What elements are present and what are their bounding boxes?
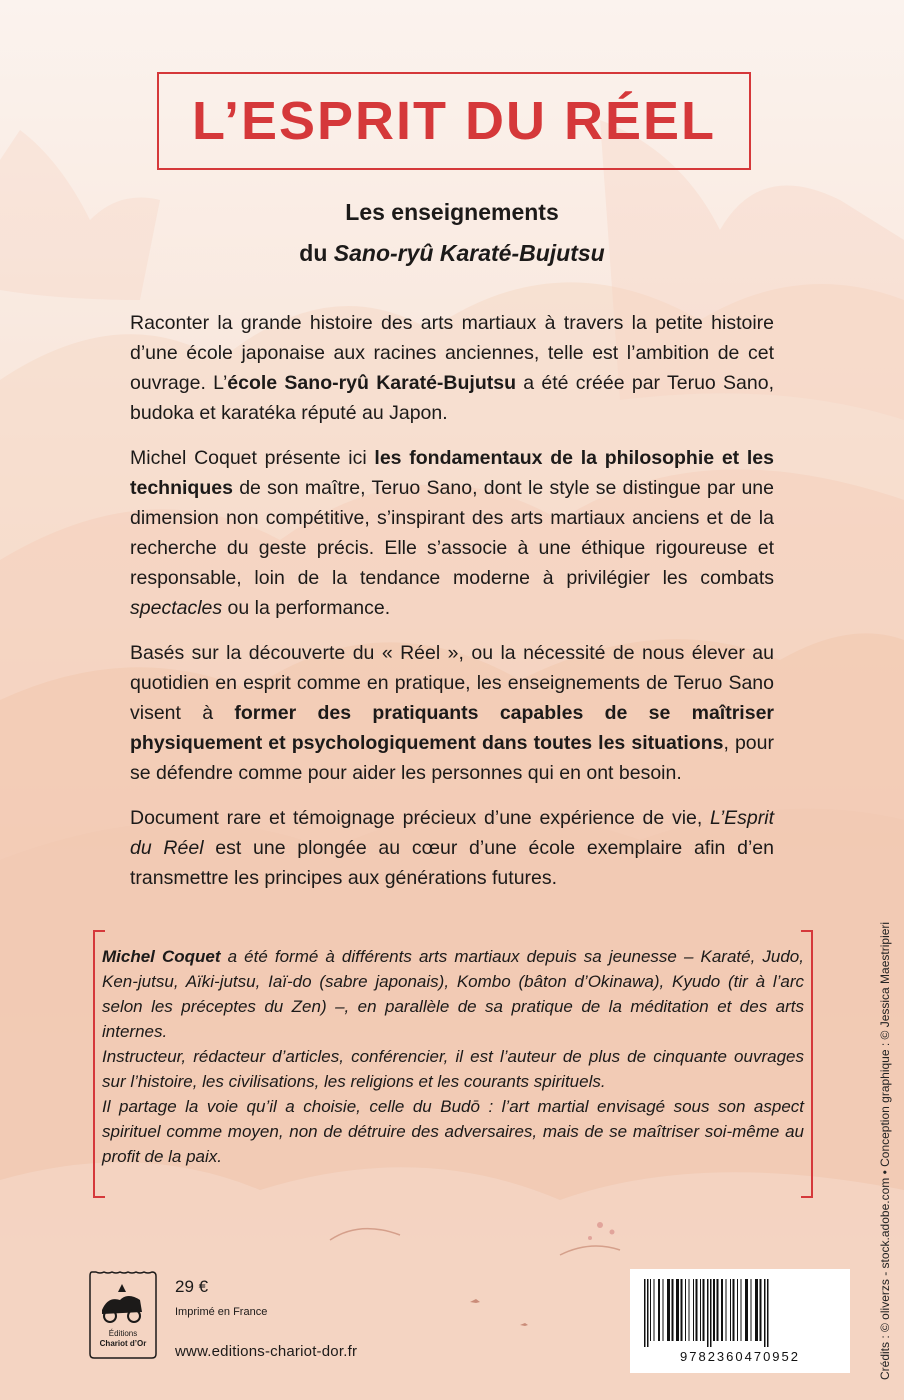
- barcode-bar: [737, 1279, 738, 1341]
- image-credits: Crédits : © oliverzs - stock.adobe.com • Conception graphique : © Jessica Maestripieri: [878, 921, 892, 1380]
- barcode-bar: [693, 1279, 694, 1341]
- text-span: a été créée par Teruo Sano, budoka et karatéka réputé au Japon.: [130, 372, 775, 424]
- barcode-bar: [717, 1279, 719, 1341]
- publisher-name-line-1: Éditions: [108, 1329, 138, 1338]
- text-span: Michel Coquet présente ici: [130, 447, 375, 469]
- barcode-bar: [650, 1279, 651, 1341]
- barcode-bar: [681, 1279, 683, 1341]
- publisher-name-line-2: Chariot d’Or: [99, 1339, 147, 1348]
- bold-span: former des pratiquants capables de se maîtriser physiquement et psychologiquement dans toutes les situations: [130, 702, 775, 754]
- text-span: Basés sur la découverte du « Réel », ou la nécessité de nous élever au quotidien en esprit comme en pratique, les enseignements de Teruo Sano visent à: [130, 642, 774, 724]
- barcode-bar: [707, 1279, 709, 1347]
- chariot-logo-icon: [88, 1270, 158, 1360]
- barcode-bar: [647, 1279, 649, 1347]
- barcode-bar: [745, 1279, 748, 1341]
- barcode-bar: [751, 1279, 752, 1341]
- bio-paragraph-2: Instructeur, rédacteur d’articles, conférencier, il est l’auteur de plus de cinquante ouvrages sur l’histoire, les civilisations, les religions et les courants spirituels.: [102, 1047, 804, 1091]
- barcode-bar: [696, 1279, 698, 1341]
- barcode-bar: [710, 1279, 712, 1347]
- text-span: a été formé à différents arts martiaux depuis sa jeunesse – Karaté, Judo, Ken-jutsu, Aïki-jutsu, Iaï-do (sabre japonais), Kombo (bâton d’Okinawa), Kyudo (tir à l’arc selon les préceptes du Zen) –, en parallèle de sa pratique de la méditation et des arts internes.: [102, 947, 804, 1041]
- text-span: , pour se défendre comme pour aider les personnes qui en ont besoin.: [130, 732, 774, 784]
- paragraph-1: [130, 308, 774, 428]
- barcode-bar: [663, 1279, 664, 1341]
- text-span: ou la performance.: [222, 597, 391, 619]
- title-frame: [157, 72, 751, 170]
- bio-paragraph-3: Il partage la voie qu’il a choisie, celle du Budō : l’art martial envisagé sous son aspect spirituel comme moyen, non de détruire des adversaires, mais de se maîtriser soi-même au profit de la paix.: [102, 1097, 804, 1166]
- barcode-bar: [644, 1279, 646, 1347]
- barcode-bar: [689, 1279, 690, 1341]
- barcode-bar: [658, 1279, 660, 1341]
- barcode-bar: [726, 1279, 727, 1341]
- text-span: de son maître, Teruo Sano, dont le style se distingue par une dimension non compétitive, s’inspirant des arts martiaux anciens et de la recherche du geste précis. Elle s’associe à une éthique rigoureuse et responsable, loin de la tendance moderne à privilégier les combats: [130, 477, 774, 589]
- author-bio: [93, 930, 813, 1198]
- barcode-bar: [760, 1279, 762, 1341]
- author-name: Michel Coquet: [102, 947, 221, 966]
- paragraph-4: [130, 803, 774, 893]
- bio-paragraph-1: [102, 944, 804, 1044]
- text-span: Raconter la grande histoire des arts martiaux à travers la petite histoire d’une école japonaise aux racines anciennes, telle est l’ambition de cet ouvrage. L’: [130, 312, 774, 394]
- paragraph-2: [130, 443, 774, 623]
- italic-span: L’Esprit du Réel: [130, 807, 774, 859]
- bold-span: école Sano-ryû Karaté-Bujutsu: [227, 372, 516, 394]
- barcode-bar: [667, 1279, 670, 1341]
- isbn-number: 9782360470952: [680, 1349, 800, 1364]
- price: 29 €: [175, 1277, 209, 1296]
- barcode-bar: [685, 1279, 686, 1341]
- barcode-bar: [672, 1279, 674, 1341]
- barcode-bar: [733, 1279, 735, 1341]
- barcode-bar: [764, 1279, 766, 1347]
- bold-span: les fondamentaux de la philosophie et les techniques: [130, 447, 774, 499]
- text-span: Document rare et témoignage précieux d’une expérience de vie,: [130, 807, 711, 829]
- barcode-bar: [741, 1279, 742, 1341]
- barcode-bar: [700, 1279, 701, 1341]
- barcode-bar: [767, 1279, 769, 1347]
- barcode-bar: [703, 1279, 705, 1341]
- barcode-bar: [713, 1279, 715, 1341]
- barcode-bar: [676, 1279, 679, 1341]
- barcode-bar: [730, 1279, 731, 1341]
- barcode-bar: [755, 1279, 758, 1341]
- barcode-icon: [630, 1269, 850, 1349]
- subtitle-line-1: Les enseignements: [345, 199, 559, 225]
- subtitle-prefix: du: [299, 240, 328, 266]
- description: [130, 308, 774, 908]
- subtitle-school-name: Sano-ryû Karaté-Bujutsu: [333, 240, 605, 266]
- barcode-bar: [654, 1279, 655, 1341]
- publisher-logo: [88, 1270, 158, 1360]
- text-span: est une plongée au cœur d’une école exemplaire afin d’en transmettre les principes aux générations futures.: [130, 837, 774, 889]
- bio-text: [102, 944, 804, 1169]
- paragraph-3: [130, 638, 774, 788]
- isbn-barcode: [630, 1269, 850, 1373]
- subtitle-line-2: [0, 240, 904, 267]
- barcode-bar: [721, 1279, 723, 1341]
- publisher-website: www.editions-chariot-dor.fr: [175, 1343, 358, 1360]
- book-title: L’ESPRIT DU RÉEL: [191, 91, 717, 151]
- printed-in: Imprimé en France: [175, 1306, 268, 1318]
- italic-span: spectacles: [130, 597, 223, 619]
